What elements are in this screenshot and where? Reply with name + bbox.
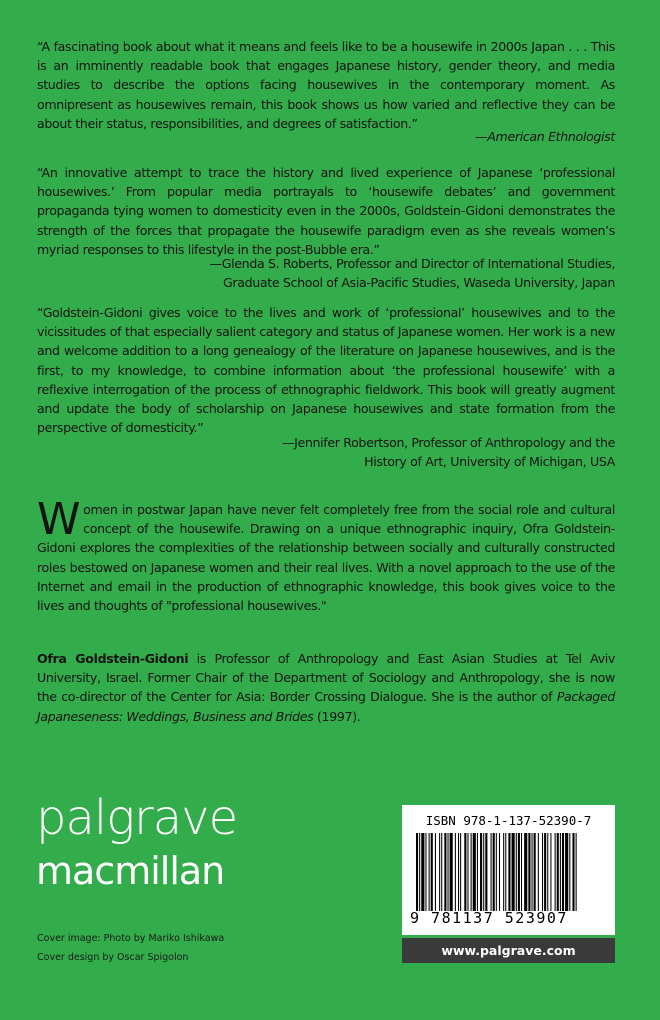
barcode-bar <box>439 833 440 911</box>
drop-cap: W <box>37 494 81 545</box>
barcode-bar <box>464 833 466 911</box>
barcode-bar <box>555 833 556 911</box>
isbn-barcode-box <box>402 805 615 935</box>
barcode-bar <box>503 833 504 911</box>
barcode-bar <box>491 833 492 911</box>
barcode-bar <box>569 833 570 911</box>
review-attribution-2-line: Graduate School of Asia-Pacific Studies, Waseda University, Japan <box>223 275 615 291</box>
review-attribution-3-line: —Jennifer Robertson, Professor of Anthropology and the <box>281 435 615 450</box>
cover-image-credit: Cover image: Photo by Mariko Ishikawa <box>37 933 225 944</box>
book-description-text: omen in postwar Japan have never felt completely free from the social role and cultural concept of the housewife. Drawing on a unique ethnographic inquiry, Ofra Goldstein-Gidoni explores the complexities of the relationship between socially and culturally constructed roles bestowed on Japanese women and their real lives. With a novel approach to the use of the Internet and email in the production of ethnographic knowledge, this book gives voice to the lives and thoughts of "professional housewives." <box>37 502 615 614</box>
barcode-bar <box>557 833 559 911</box>
barcode-bar <box>493 833 495 911</box>
barcode-bar <box>524 833 527 911</box>
barcode-bar <box>421 833 424 911</box>
isbn-digits: 9 781137 523907 <box>410 909 568 927</box>
barcode-bar <box>518 833 520 911</box>
review-quote-3: “Goldstein-Gidoni gives voice to the lives and work of ‘professional’ housewives and to the vicissitudes of that especially salient category and status of Japanese women. Her work is a new and welcome addition to a long genealogy of the literature on Japanese housewives, and is the first, to my knowledge, to combine information about ‘the professional housewife’ with a reflexive interrogation of the process of ethnographic fieldwork. This book will greatly augment and update the body of scholarship on Japanese housewives and state formation from the perspective of domesticity.” <box>37 305 615 436</box>
barcode-bar <box>496 833 497 911</box>
barcode-bar <box>431 833 433 911</box>
barcode-bar <box>455 833 456 911</box>
barcode-bar <box>450 833 453 911</box>
barcode-bar <box>499 833 500 911</box>
barcode-bar <box>448 833 449 911</box>
barcode-bar <box>542 833 543 911</box>
barcode-bar <box>416 833 418 911</box>
review-attribution-2 <box>95 254 615 292</box>
barcode-bar <box>516 833 517 911</box>
barcode-bar <box>565 833 568 911</box>
barcode-bar <box>508 833 510 911</box>
review-attribution-2-line: —Glenda S. Roberts, Professor and Director of International Studies, <box>209 256 615 271</box>
publisher-logo-palgrave: palgrave <box>36 790 238 846</box>
barcode-bar <box>485 833 487 911</box>
barcode-bar <box>505 833 506 911</box>
author-book-title: Packaged Japaneseness: Weddings, Business and Brides <box>37 689 615 724</box>
review-attribution-1 <box>95 127 615 146</box>
review-attribution-3-line: History of Art, University of Michigan, USA <box>364 454 615 470</box>
barcode-bar <box>477 833 478 911</box>
publisher-website: www.palgrave.com <box>402 938 615 963</box>
barcode-bar <box>435 833 436 911</box>
barcode-bar <box>521 833 522 911</box>
barcode-bar <box>544 833 546 911</box>
barcode-bar <box>471 833 472 911</box>
barcode-bar <box>444 833 446 911</box>
author-bio <box>37 649 615 726</box>
review-quote-1: “A fascinating book about what it means and feels like to be a housewife in 2000s Japan . . . This is an imminently readable book that engages Japanese history, gender theory, and media studies to describe the options facing housewives in the contemporary moment. As omnipresent as housewives remain, this book shows us how varied and reflective they can be about their status, responsibilities, and degrees of satisfaction.” <box>37 39 615 131</box>
review-attribution-3 <box>95 433 615 471</box>
barcode-bar <box>562 833 564 911</box>
barcode-bar <box>425 833 426 911</box>
barcode-bar <box>441 833 442 911</box>
barcode-bar <box>512 833 515 911</box>
author-bio-text: is Professor of Anthropology and East Asian Studies at Tel Aviv University, Israel. Former Chair of the Department of Sociology and Anthropology, she is now the co-director of the Center for Asia: Border Crossing Dialogue. She is the author of <box>37 651 616 705</box>
barcode-bar <box>538 833 539 911</box>
barcode-bar <box>532 833 533 911</box>
barcode-bar <box>528 833 530 911</box>
barcode-bar <box>458 833 459 911</box>
barcode-bar <box>419 833 420 911</box>
review-quote-2: “An innovative attempt to trace the history and lived experience of Japanese ‘professional housewives.’ From popular media portrayals to ‘housewife debates’ and government propaganda tying women to domesticity even in the 2000s, Goldstein-Gidoni demonstrates the strength of the forces that propagate the housewife paradigm even as she reveals women’s myriad responses to this lifestyle in the post-Bubble era.” <box>37 165 615 257</box>
publisher-logo-macmillan: macmillan <box>36 849 225 893</box>
barcode-bar <box>572 833 574 911</box>
barcode-bar <box>550 833 551 911</box>
author-name: Ofra Goldstein-Gidoni <box>37 651 189 666</box>
barcode-bar <box>547 833 548 911</box>
barcode-bar <box>560 833 561 911</box>
isbn-label: ISBN 978-1-137-52390-7 <box>425 813 592 828</box>
barcode-bar <box>460 833 461 911</box>
barcode-bar <box>467 833 468 911</box>
barcode-bar <box>473 833 476 911</box>
barcode-bar <box>480 833 482 911</box>
barcode-bar <box>483 833 484 911</box>
barcode-bar <box>429 833 430 911</box>
cover-design-credit: Cover design by Oscar Spigolon <box>37 952 189 963</box>
barcode-bar <box>576 833 577 911</box>
barcode-graphic <box>416 833 601 911</box>
review-attribution-1-line: —American Ethnologist <box>475 129 615 144</box>
barcode-bar <box>534 833 536 911</box>
book-description <box>37 494 615 615</box>
author-book-year: (1997). <box>313 708 361 724</box>
